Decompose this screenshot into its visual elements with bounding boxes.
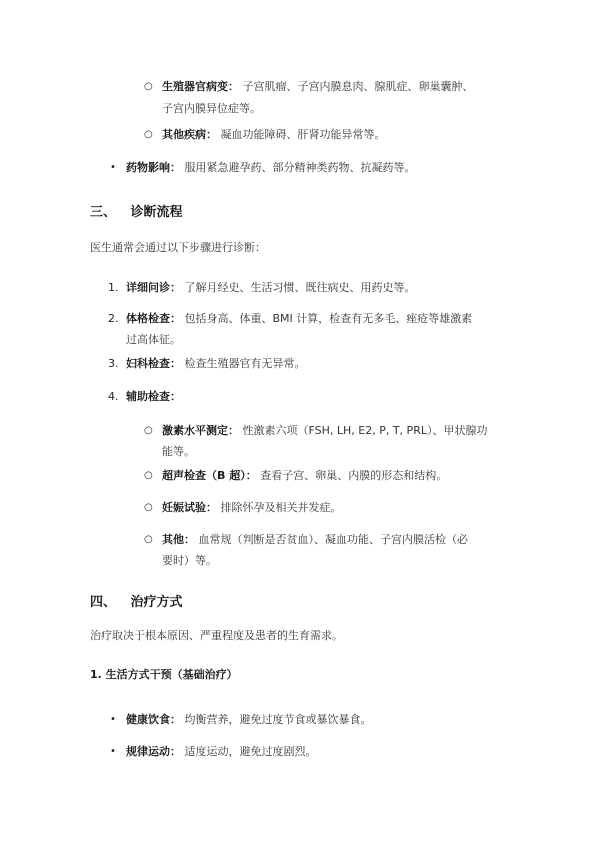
- list-item: [126, 742, 317, 762]
- step-text: 了解月经史、生活习惯、既往病史、用药史等。: [184, 281, 416, 294]
- item-text: 凝血功能障碍、肝肾功能异常等。: [220, 128, 386, 141]
- section-title: 治疗方式: [130, 595, 183, 610]
- item-label: 药物影响：: [126, 161, 181, 174]
- item-label: 规律运动：: [126, 745, 181, 758]
- step-number: 1.: [108, 281, 119, 294]
- step-text: 包括身高、体重、BMI 计算，检查有无多毛、痤疮等雄激素: [184, 312, 473, 325]
- section-intro: 治疗取决于根本原因、严重程度及患者的生育需求。: [90, 629, 343, 642]
- aux-continuation: 能等。: [162, 445, 195, 458]
- circle-bullet-icon: ○: [144, 502, 153, 513]
- circle-bullet-icon: ○: [144, 81, 153, 92]
- aux-item: [162, 466, 447, 486]
- aux-text: 血常规（判断是否贫血）、凝血功能、子宫内膜活检（必: [198, 533, 468, 546]
- disc-bullet-icon: •: [110, 714, 116, 725]
- step-label: 体格检查：: [126, 312, 181, 325]
- circle-bullet-icon: ○: [144, 534, 153, 545]
- item-text: 子宫肌瘤、子宫内膜息肉、腺肌症、卵巢囊肿、: [242, 80, 474, 93]
- step-label: 详细问诊：: [126, 281, 181, 294]
- step-label: 妇科检查：: [126, 357, 181, 370]
- step-item: [126, 278, 416, 298]
- aux-item: [162, 530, 468, 550]
- step-continuation: 过高体征。: [126, 333, 181, 346]
- section-intro: 医生通常会通过以下步骤进行诊断：: [90, 241, 266, 254]
- aux-label: 妊娠试验：: [162, 501, 217, 514]
- step-text: 检查生殖器官有无异常。: [184, 357, 306, 370]
- list-item: [126, 710, 372, 730]
- step-label: 辅助检查：: [126, 390, 181, 403]
- step-number: 2.: [108, 312, 119, 325]
- list-item-drug: [126, 158, 416, 178]
- disc-bullet-icon: •: [110, 746, 116, 757]
- aux-text: 排除怀孕及相关并发症。: [220, 501, 342, 514]
- section-title: 诊断流程: [130, 205, 183, 220]
- section-number: 三、: [90, 205, 117, 220]
- circle-bullet-icon: ○: [144, 425, 153, 436]
- item-label: 生殖器官病变：: [162, 80, 239, 93]
- aux-label: 超声检查（B 超）：: [162, 469, 257, 482]
- item-label: 健康饮食：: [126, 713, 181, 726]
- step-item: [126, 354, 306, 374]
- section-heading: [90, 593, 183, 613]
- item-text: 服用紧急避孕药、部分精神类药物、抗凝药等。: [184, 161, 416, 174]
- step-number: 4.: [108, 390, 119, 403]
- step-item: [126, 387, 181, 407]
- aux-item: [162, 498, 342, 518]
- section-heading: [90, 203, 183, 223]
- aux-label: 激素水平测定：: [162, 424, 239, 437]
- step-item: [126, 309, 472, 329]
- list-item-reproductive: [162, 77, 542, 97]
- item-text: 均衡营养，避免过度节食或暴饮暴食。: [184, 713, 372, 726]
- aux-text: 性激素六项（FSH, LH, E2, P, T, PRL）、甲状腺功: [242, 424, 488, 437]
- circle-bullet-icon: ○: [144, 129, 153, 140]
- circle-bullet-icon: ○: [144, 470, 153, 481]
- aux-text: 查看子宫、卵巢、内膜的形态和结构。: [260, 469, 448, 482]
- subsection-title: 1. 生活方式干预（基础治疗）: [90, 668, 238, 681]
- section-number: 四、: [90, 595, 117, 610]
- list-item-continuation: 子宫内膜异位症等。: [162, 102, 261, 115]
- aux-continuation: 要时）等。: [162, 554, 217, 567]
- item-text: 适度运动，避免过度剧烈。: [184, 745, 317, 758]
- aux-item: [162, 421, 487, 441]
- list-item-other-disease: [162, 125, 386, 145]
- aux-label: 其他：: [162, 533, 195, 546]
- step-number: 3.: [108, 357, 119, 370]
- disc-bullet-icon: •: [110, 162, 116, 173]
- item-label: 其他疾病：: [162, 128, 217, 141]
